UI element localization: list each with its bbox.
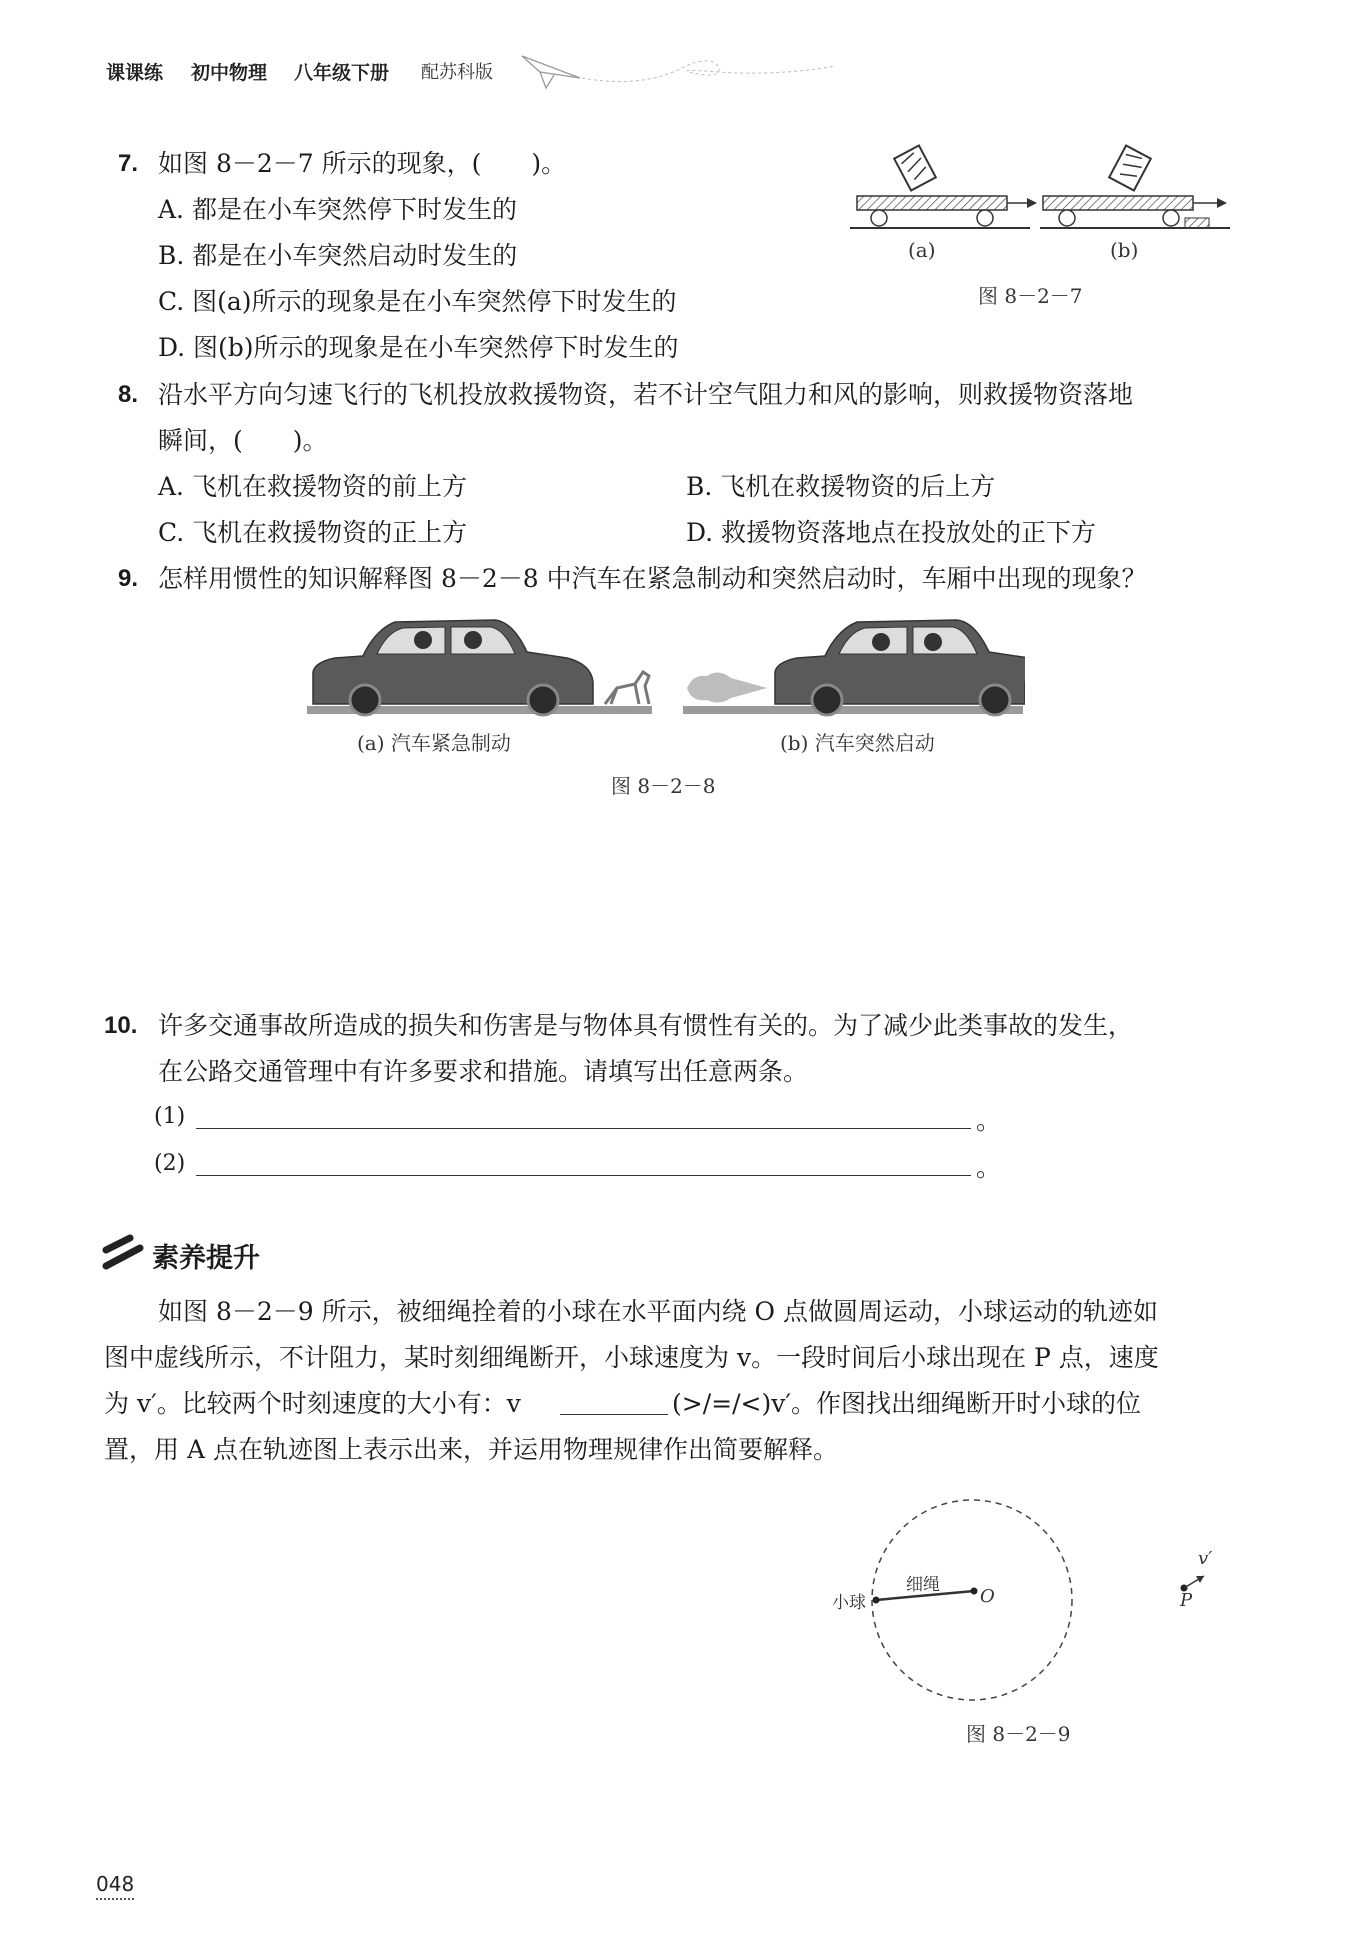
- section-title: 素养提升: [152, 1243, 260, 1274]
- q8-option-a: A. 飞机在救援物资的前上方: [158, 472, 467, 501]
- q10-blank-end-2: 。: [976, 1153, 1002, 1182]
- section-para-line3a: 为 v′。比较两个时刻速度的大小有：v: [104, 1389, 521, 1418]
- dog-icon: [605, 672, 649, 704]
- q7-number: 7.: [118, 150, 139, 177]
- q7-fig-caption: 图 8－2－7: [978, 284, 1083, 308]
- q10-blank-end-1: 。: [976, 1106, 1002, 1135]
- figure-8-2-8-cars: [305, 612, 1025, 722]
- header-subject: 初中物理: [191, 62, 268, 84]
- car-b-icon: [775, 620, 1025, 715]
- car-a-icon: [313, 620, 593, 715]
- fig-label-velocity: v′: [1198, 1548, 1213, 1569]
- header-series: 课课练: [106, 62, 164, 84]
- q8-option-c: C. 飞机在救援物资的正上方: [158, 518, 468, 547]
- q9-number: 9.: [118, 565, 139, 592]
- fig-label-ball: 小球: [832, 1593, 866, 1613]
- q7-option-c: C. 图(a)所示的现象是在小车突然停下时发生的: [158, 287, 677, 316]
- q8-number: 8.: [118, 381, 139, 408]
- fig-label-center: O: [980, 1586, 995, 1607]
- q10-blank-label-1: (1): [154, 1104, 186, 1129]
- header-grade: 八年级下册: [294, 62, 390, 84]
- section-answer-blank[interactable]: [560, 1414, 668, 1415]
- q8-stem-line2: 瞬间，( )。: [158, 426, 328, 455]
- q10-answer-line-1[interactable]: [196, 1128, 971, 1129]
- section-para-line4: 置，用 A 点在轨迹图上表示出来，并运用物理规律作出简要解释。: [104, 1435, 838, 1464]
- section-para-line2: 图中虚线所示，不计阻力，某时刻细绳断开，小球速度为 v。一段时间后小球出现在 P 点，速度: [104, 1343, 1159, 1372]
- section-bullet-icon: [100, 1234, 146, 1274]
- figure-8-2-7-carts: [845, 138, 1235, 238]
- fig-label-point: P: [1180, 1590, 1193, 1611]
- paper-plane-icon: [518, 48, 838, 94]
- q9-fig-label-a: (a) 汽车紧急制动: [357, 731, 511, 755]
- q7-option-b: B. 都是在小车突然启动时发生的: [158, 241, 518, 270]
- q8-option-d: D. 救援物资落地点在投放处的正下方: [686, 518, 1097, 547]
- q10-blank-label-2: (2): [154, 1151, 186, 1176]
- fig-label-rope: 细绳: [906, 1575, 940, 1595]
- page-number: 048: [96, 1872, 134, 1900]
- header-edition: 配苏科版: [421, 62, 493, 83]
- q7-option-d: D. 图(b)所示的现象是在小车突然停下时发生的: [158, 333, 679, 362]
- q10-answer-line-2[interactable]: [196, 1175, 971, 1176]
- q10-stem-line2: 在公路交通管理中有许多要求和措施。请填写出任意两条。: [158, 1057, 809, 1086]
- section-para-line1: 如图 8－2－9 所示，被细绳拴着的小球在水平面内绕 O 点做圆周运动，小球运动的轨迹如: [158, 1297, 1159, 1326]
- q7-fig-label-b: (b): [1110, 238, 1139, 262]
- q7-option-a: A. 都是在小车突然停下时发生的: [158, 195, 517, 224]
- q10-stem-line1: 许多交通事故所造成的损失和伤害是与物体具有惯性有关的。为了减少此类事故的发生，: [158, 1011, 1134, 1040]
- fig-caption-8-2-9: 图 8－2－9: [966, 1722, 1071, 1746]
- figure-8-2-9-circle: [820, 1486, 1240, 1714]
- q8-stem-line1: 沿水平方向匀速飞行的飞机投放救援物资，若不计空气阻力和风的影响，则救援物资落地: [158, 380, 1134, 409]
- q8-option-b: B. 飞机在救援物资的后上方: [686, 472, 996, 501]
- section-para-line3b: (>/=/<)v′。作图找出细绳断开时小球的位: [672, 1389, 1141, 1418]
- q9-fig-label-b: (b) 汽车突然启动: [780, 731, 935, 755]
- q9-fig-caption: 图 8－2－8: [611, 774, 716, 798]
- q7-stem: 如图 8－2－7 所示的现象，( )。: [158, 149, 567, 178]
- q10-number: 10.: [104, 1012, 138, 1039]
- q9-stem: 怎样用惯性的知识解释图 8－2－8 中汽车在紧急制动和突然启动时，车厢中出现的现象？: [158, 564, 1147, 593]
- q7-fig-label-a: (a): [908, 238, 936, 262]
